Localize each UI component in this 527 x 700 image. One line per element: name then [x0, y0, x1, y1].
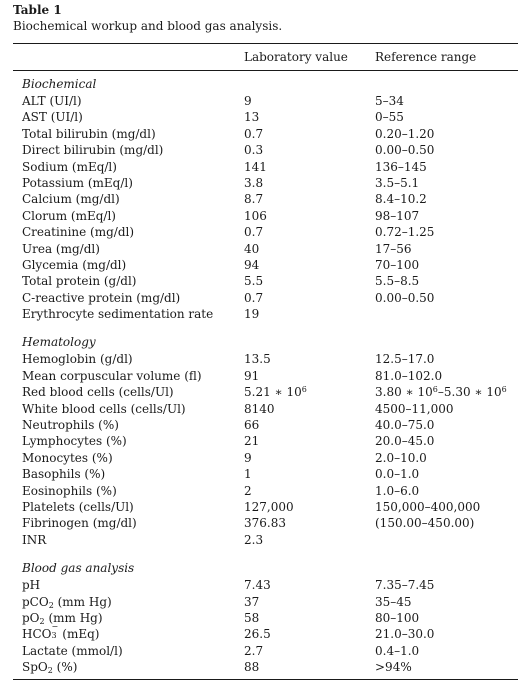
- value-mantissa: 5.21 ∗ 10: [244, 385, 302, 400]
- name-part: (mm Hg): [44, 610, 103, 625]
- table-label: Table 1: [13, 3, 62, 17]
- row-name: Total bilirubin (mg/dl): [22, 126, 156, 141]
- row-name: Red blood cells (cells/Ul): [22, 385, 174, 400]
- name-part: (mEq): [58, 627, 100, 642]
- name-subscript: 2: [48, 600, 54, 610]
- name-part: HCO: [22, 627, 52, 642]
- row-range: 40.0–75.0: [375, 418, 435, 433]
- table-row: [13, 401, 518, 417]
- table-container: [13, 2, 518, 680]
- row-name: HCO − 3 (mEq): [22, 622, 100, 642]
- row-name: ALT (UI/l): [22, 94, 82, 108]
- value-exponent: 6: [301, 385, 307, 395]
- bottom-rule: [13, 679, 518, 680]
- row-name: [22, 659, 77, 675]
- table-row: [13, 208, 518, 224]
- row-value: 91: [244, 368, 260, 383]
- row-range: 98–107: [375, 208, 420, 223]
- table-row: [13, 109, 518, 125]
- table-row: [13, 532, 518, 548]
- row-value: 58: [244, 610, 260, 625]
- biochemical-rows: [13, 93, 518, 322]
- name-part: pO: [22, 610, 40, 625]
- row-value: 19: [244, 307, 260, 322]
- row-value: 5.5: [244, 274, 264, 289]
- row-name: Lymphocytes (%): [22, 434, 127, 449]
- table-row: [13, 142, 518, 158]
- table-row: [13, 433, 518, 449]
- row-range: 1.0–6.0: [375, 483, 420, 498]
- table-row: [13, 483, 518, 499]
- row-range: 150,000–400,000: [375, 499, 481, 514]
- row-range: 136–145: [375, 159, 427, 174]
- row-range: 0.0–1.0: [375, 467, 420, 482]
- table-row: [13, 368, 518, 384]
- name-subscript: 2: [39, 616, 45, 626]
- row-range: 0.72–1.25: [375, 225, 435, 240]
- row-name: Creatinine (mg/dl): [22, 225, 135, 240]
- range-low: 3.80 ∗ 10: [375, 385, 433, 400]
- table-row-red-blood-cells: [13, 384, 518, 400]
- row-range: 0.4–1.0: [375, 643, 420, 658]
- row-range: 2.0–10.0: [375, 450, 427, 465]
- table-row: [13, 93, 518, 109]
- table-row-spo2: [13, 659, 518, 675]
- section-title-text: Blood gas analysis: [22, 561, 135, 576]
- row-value: [244, 384, 307, 400]
- table-row: [13, 175, 518, 191]
- row-name: INR: [22, 532, 47, 547]
- row-range: 0–55: [375, 110, 404, 125]
- row-range: >94%: [375, 660, 412, 675]
- row-value: 66: [244, 418, 260, 433]
- range-high-exponent: 6: [501, 385, 507, 395]
- row-value: 13.5: [244, 352, 271, 367]
- row-value: 3.8: [244, 175, 264, 190]
- row-range: (150.00–450.00): [375, 516, 475, 531]
- name-part: pCO: [22, 594, 49, 609]
- row-name: Hemoglobin (g/dl): [22, 352, 133, 367]
- table-row: [13, 499, 518, 515]
- row-range: 7.35–7.45: [375, 578, 435, 593]
- row-value: 376.83: [244, 516, 286, 531]
- row-value: 88: [244, 660, 260, 675]
- row-name: Direct bilirubin (mg/dl): [22, 143, 164, 158]
- row-name: Neutrophils (%): [22, 418, 119, 433]
- row-value: 2.7: [244, 643, 264, 658]
- row-name: Platelets (cells/Ul): [22, 499, 134, 514]
- table-row: [13, 126, 518, 142]
- row-value: 1: [244, 467, 252, 482]
- row-name: Total protein (g/dl): [22, 274, 137, 289]
- section-title-biochemical: [13, 77, 518, 93]
- table-row: [13, 450, 518, 466]
- row-range: 0.20–1.20: [375, 126, 435, 141]
- row-value: 13: [244, 110, 260, 125]
- table-row-ph: [13, 577, 518, 593]
- row-value: 0.7: [244, 290, 264, 305]
- row-name: Lactate (mmol/l): [22, 643, 123, 658]
- row-range: 5.5–8.5: [375, 274, 420, 289]
- table-body: [13, 71, 518, 679]
- row-range: 8.4–10.2: [375, 192, 427, 207]
- name-subscript: 2: [47, 666, 53, 676]
- row-name: Sodium (mEq/l): [22, 159, 117, 174]
- table-row: [13, 306, 518, 322]
- table-row: [13, 241, 518, 257]
- row-range: 12.5–17.0: [375, 352, 435, 367]
- hematology-rows: [13, 351, 518, 384]
- row-range: 5–34: [375, 94, 404, 108]
- row-range: 4500–11,000: [375, 401, 454, 416]
- row-range: 35–45: [375, 594, 412, 609]
- row-value: 0.7: [244, 126, 264, 141]
- row-name: AST (UI/l): [22, 110, 83, 125]
- table-row: [13, 191, 518, 207]
- row-name: pH: [22, 578, 41, 593]
- row-value: 106: [244, 208, 267, 223]
- row-value: 2: [244, 483, 252, 498]
- row-name: Urea (mg/dl): [22, 241, 100, 256]
- table-row: [13, 515, 518, 531]
- row-range: 81.0–102.0: [375, 368, 443, 383]
- row-range: 3.5–5.1: [375, 175, 420, 190]
- row-name: [22, 610, 103, 626]
- row-name: Glycemia (mg/dl): [22, 257, 127, 272]
- row-value: 127,000: [244, 499, 294, 514]
- row-value: 0.7: [244, 225, 264, 240]
- row-value: 141: [244, 159, 267, 174]
- section-title-text: Biochemical: [22, 77, 97, 91]
- name-part: (mm Hg): [53, 594, 112, 609]
- name-part: SpO: [22, 660, 48, 675]
- row-value: 0.3: [244, 143, 264, 158]
- row-name: Eosinophils (%): [22, 483, 117, 498]
- table-row: [13, 417, 518, 433]
- row-name: Monocytes (%): [22, 450, 113, 465]
- table-row-lactate: [13, 643, 518, 659]
- section-title-blood-gas: [13, 561, 518, 577]
- row-range: [375, 384, 507, 400]
- range-low-exponent: 6: [432, 385, 438, 395]
- table-row: [13, 273, 518, 289]
- row-value: 9: [244, 94, 252, 108]
- row-value: 8.7: [244, 192, 264, 207]
- row-name: C-reactive protein (mg/dl): [22, 290, 181, 305]
- row-value: 40: [244, 241, 260, 256]
- section-title-hematology: [13, 335, 518, 351]
- table-row: [13, 466, 518, 482]
- row-range: 0.00–0.50: [375, 290, 435, 305]
- table-row-hco3: [13, 622, 518, 642]
- name-part: (%): [52, 660, 78, 675]
- table-row: [13, 290, 518, 306]
- header-reference-range: Reference range: [375, 50, 477, 64]
- row-range: 21.0–30.0: [375, 627, 435, 642]
- row-value: 26.5: [244, 627, 271, 642]
- table-row-po2: [13, 610, 518, 626]
- row-name: Basophils (%): [22, 467, 106, 482]
- row-name: Potassium (mEq/l): [22, 175, 133, 190]
- row-name: Clorum (mEq/l): [22, 208, 116, 223]
- row-value: 2.3: [244, 532, 264, 547]
- row-range: 17–56: [375, 241, 412, 256]
- row-range: 70–100: [375, 257, 420, 272]
- table-header: [13, 44, 518, 70]
- header-laboratory-value: Laboratory value: [244, 50, 348, 64]
- row-name: Mean corpuscular volume (fl): [22, 368, 202, 383]
- row-range: 0.00–0.50: [375, 143, 435, 158]
- hematology-rows-continued: [13, 401, 518, 549]
- row-name: Fibrinogen (mg/dl): [22, 516, 137, 531]
- range-high: –5.30 ∗ 10: [437, 385, 502, 400]
- row-name: Erythrocyte sedimentation rate: [22, 307, 214, 322]
- row-value: 9: [244, 450, 252, 465]
- table-row-pco2: [13, 594, 518, 610]
- section-title-text: Hematology: [22, 335, 96, 350]
- row-value: 8140: [244, 401, 275, 416]
- row-name: Calcium (mg/dl): [22, 192, 120, 207]
- table-row: [13, 224, 518, 240]
- table-caption: Biochemical workup and blood gas analysis.: [13, 19, 283, 33]
- row-value: 21: [244, 434, 260, 449]
- row-name: White blood cells (cells/Ul): [22, 401, 186, 416]
- row-range: 20.0–45.0: [375, 434, 435, 449]
- table-row: [13, 159, 518, 175]
- table-row: [13, 351, 518, 367]
- row-value: 94: [244, 257, 260, 272]
- row-value: 7.43: [244, 578, 271, 593]
- table-row: [13, 257, 518, 273]
- row-range: 80–100: [375, 610, 420, 625]
- row-name: [22, 594, 112, 610]
- row-value: 37: [244, 594, 260, 609]
